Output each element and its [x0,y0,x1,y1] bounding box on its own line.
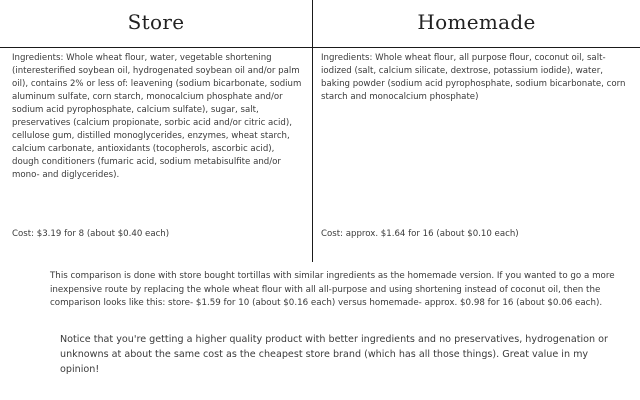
store-ingredients: Ingredients: Whole wheat flour, water, vegetable shortening (interesterified soybean oil, hydrogenated soybean oil and/or palm oil), contains 2% or less of: leavening (sodium bicarbonate, sodium aluminum sulfate, corn starch, monocalcium phosphate and/or sodium acid pyrophosphate, calcium sulfate), sugar, salt, preservatives (calcium propionate, sorbic acid and/or citric acid), cellulose gum, distilled monoglycerides, enzymes, wheat starch, calcium carbonate, antioxidants (tocopherols, ascorbic acid), dough conditioners (fumaric acid, sodium metabisulfite and/or mono- and diglycerides). [12,53,302,180]
homemade-cost: Cost: approx. $1.64 for 16 (about $0.10 each) [321,229,519,239]
store-heading: Store [127,10,185,34]
homemade-heading: Homemade [417,10,536,34]
conclusion-note: Notice that you're getting a higher quality product with better ingredients and no preservatives, hydrogenation or unknowns at about the same cost as the cheapest store brand (which has all those things). Great value in my opinion! [60,334,608,375]
comparison-note: This comparison is done with store bought tortillas with similar ingredients as the homemade version. If you wanted to go a more inexpensive route by replacing the whole wheat flour with all all-purpose and using shortening instead of coconut oil, then the comparison looks like this: store- $1.59 for 10 (about $0.16 each) versus homemade- approx. $0.98 for 16 (about $0.06 each). [50,271,615,308]
homemade-ingredients: Ingredients: Whole wheat flour, all purpose flour, coconut oil, salt- iodized (salt, calcium silicate, dextrose, potassium iodide), water, baking powder (sodium acid pyrophosphate, sodium bicarbonate, corn starch and monocalcium phosphate) [321,53,626,102]
header-divider [0,47,640,48]
store-cost: Cost: $3.19 for 8 (about $0.40 each) [12,229,170,239]
